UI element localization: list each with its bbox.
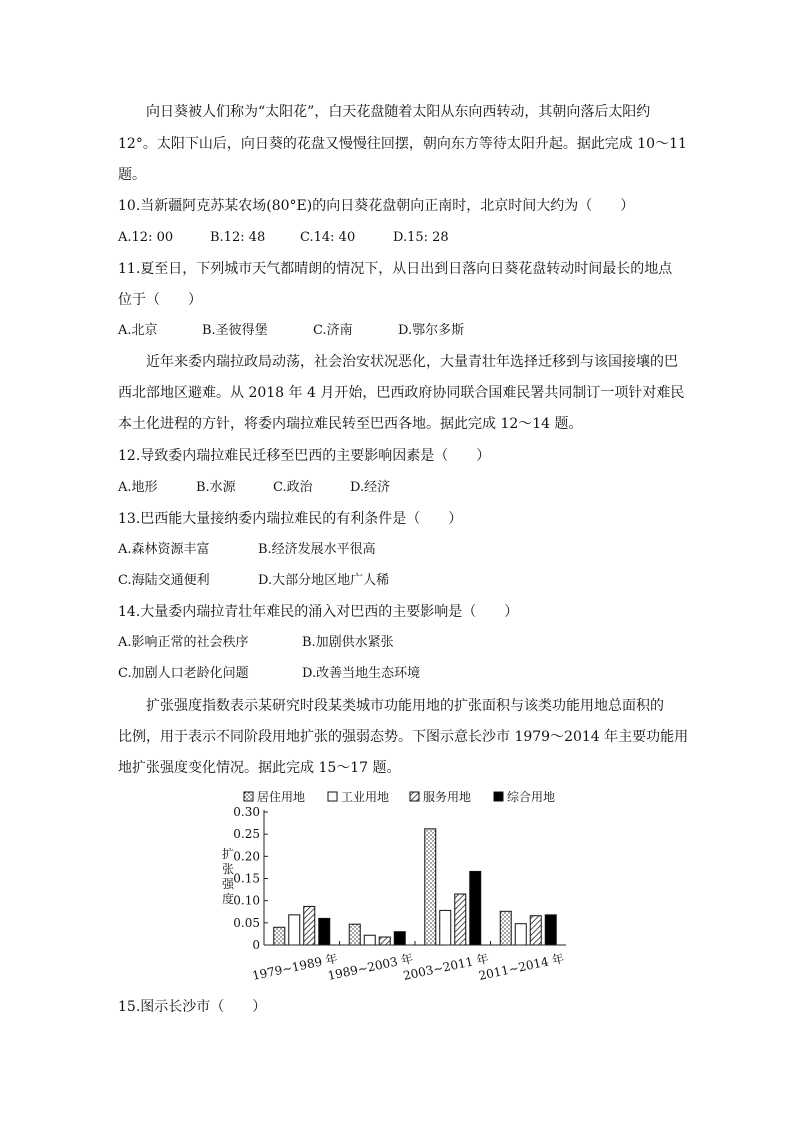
bar-service	[379, 937, 390, 945]
y-axis-label-char: 强	[221, 877, 235, 891]
y-tick-label: 0	[252, 938, 260, 952]
question-10-stem: 10.当新疆阿克苏某农场(80°E)的向日葵花盘朝向正南时，北京时间大约为（ ）	[118, 198, 635, 214]
question-11-stem-line1: 11.夏至日，下列城市天气都晴朗的情况下，从日出到日落向日葵花盘转动时间最长的地点	[118, 261, 673, 277]
y-axis	[222, 805, 268, 952]
q13-option-a: A.森林资源丰富	[118, 542, 210, 557]
q13-option-d: D.大部分地区地广人稀	[258, 573, 390, 588]
q12-option-c: C.政治	[273, 480, 313, 495]
land-expansion-bar-chart	[210, 786, 580, 986]
q10-option-d: D.15: 28	[393, 230, 449, 245]
q14-option-c: C.加剧人口老龄化问题	[118, 666, 249, 681]
x-tick-label: 2011~2014 年	[477, 951, 566, 983]
y-tick-label: 0.30	[233, 805, 260, 819]
bar-mixed	[319, 918, 330, 945]
y-axis-label-char: 张	[221, 862, 235, 876]
intro-sunflower-line1: 向日葵被人们称为“太阳花”，白天花盘随着太阳从东向西转动，其朝向落后太阳约	[146, 104, 651, 120]
y-tick-label: 0.20	[233, 849, 260, 864]
q13-option-c: C.海陆交通便利	[118, 573, 210, 588]
bar-industrial	[364, 935, 375, 945]
question-13-stem: 13.巴西能大量接纳委内瑞拉难民的有利条件是（ ）	[118, 511, 463, 527]
legend-swatch-mixed	[494, 792, 503, 801]
bar-mixed	[394, 932, 405, 945]
intro-changsha-line2: 比例，用于表示不同阶段用地扩张的强弱态势。下图示意长沙市 1979～2014 年主要功能用	[118, 729, 689, 745]
q13-option-b: B.经济发展水平很高	[258, 542, 376, 557]
bar-mixed	[470, 871, 481, 945]
x-axis	[251, 941, 566, 983]
bar-industrial	[289, 915, 300, 945]
q11-option-b: B.圣彼得堡	[202, 323, 268, 338]
x-tick-label: 1989~2003 年	[326, 951, 415, 983]
q10-option-b: B.12: 48	[210, 230, 266, 245]
y-tick-label: 0.10	[233, 893, 260, 908]
bars-group	[274, 829, 557, 945]
legend-label-mixed: 综合用地	[507, 790, 556, 804]
y-tick-label: 0.25	[233, 827, 260, 842]
legend-swatch-service	[410, 792, 419, 801]
bar-industrial	[515, 924, 526, 945]
intro-sunflower-line3: 题。	[118, 167, 146, 183]
question-12-stem: 12.导致委内瑞拉难民迁移至巴西的主要影响因素是（ ）	[118, 448, 491, 464]
q10-option-a: A.12: 00	[118, 230, 174, 245]
x-tick-label: 2003~2011 年	[401, 951, 490, 983]
bar-industrial	[440, 910, 451, 945]
x-tick-label: 1979~1989 年	[250, 951, 339, 983]
legend-label-industrial: 工业用地	[341, 790, 390, 804]
question-15-stem: 15.图示长沙市（ ）	[118, 999, 267, 1015]
q11-option-c: C.济南	[313, 323, 353, 338]
q12-option-a: A.地形	[118, 480, 158, 495]
question-11-stem-line2: 位于（ ）	[118, 292, 202, 308]
chart-legend	[244, 789, 555, 804]
q10-option-c: C.14: 40	[300, 230, 356, 245]
q14-option-b: B.加剧供水紧张	[302, 635, 394, 650]
question-14-stem: 14.大量委内瑞拉青壮年难民的涌入对巴西的主要影响是（ ）	[118, 604, 519, 620]
legend-label-service: 服务用地	[423, 790, 472, 804]
y-axis-label-char: 扩	[221, 847, 235, 861]
bar-residential	[349, 924, 360, 945]
q14-option-a: A.影响正常的社会秩序	[118, 635, 249, 650]
intro-sunflower-line2: 12°。太阳下山后，向日葵的花盘又慢慢往回摆，朝向东方等待太阳升起。据此完成 10～11	[118, 136, 687, 152]
bar-service	[530, 916, 541, 945]
intro-venezuela-line2: 西北部地区避难。从 2018 年 4 月开始，巴西政府协同联合国难民署共同制订一项针对难民	[118, 385, 685, 401]
legend-swatch-industrial	[328, 792, 337, 801]
y-tick-label: 0.05	[233, 915, 260, 930]
legend-label-residential: 居住用地	[257, 790, 306, 804]
bar-service	[304, 906, 315, 945]
bar-residential	[274, 927, 285, 945]
bar-residential	[425, 829, 436, 945]
q11-option-d: D.鄂尔多斯	[398, 323, 465, 338]
bar-service	[455, 894, 466, 945]
y-axis-label-char: 度	[221, 892, 235, 906]
bar-mixed	[545, 915, 556, 945]
bar-residential	[500, 911, 511, 945]
q11-option-a: A.北京	[118, 323, 158, 338]
intro-changsha-line1: 扩张强度指数表示某研究时段某类城市功能用地的扩张面积与该类功能用地总面积的	[146, 698, 664, 714]
q12-option-b: B.水源	[196, 480, 236, 495]
y-tick-label: 0.15	[233, 871, 260, 886]
q12-option-d: D.经济	[350, 480, 391, 495]
intro-venezuela-line1: 近年来委内瑞拉政局动荡，社会治安状况恶化，大量青壮年选择迁移到与该国接壤的巴	[146, 354, 678, 370]
intro-changsha-line3: 地扩张强度变化情况。据此完成 15～17 题。	[118, 760, 401, 776]
intro-venezuela-line3: 本土化进程的方针，将委内瑞拉难民转至巴西各地。据此完成 12～14 题。	[118, 416, 583, 432]
legend-swatch-residential	[244, 792, 253, 801]
q14-option-d: D.改善当地生态环境	[302, 666, 421, 681]
